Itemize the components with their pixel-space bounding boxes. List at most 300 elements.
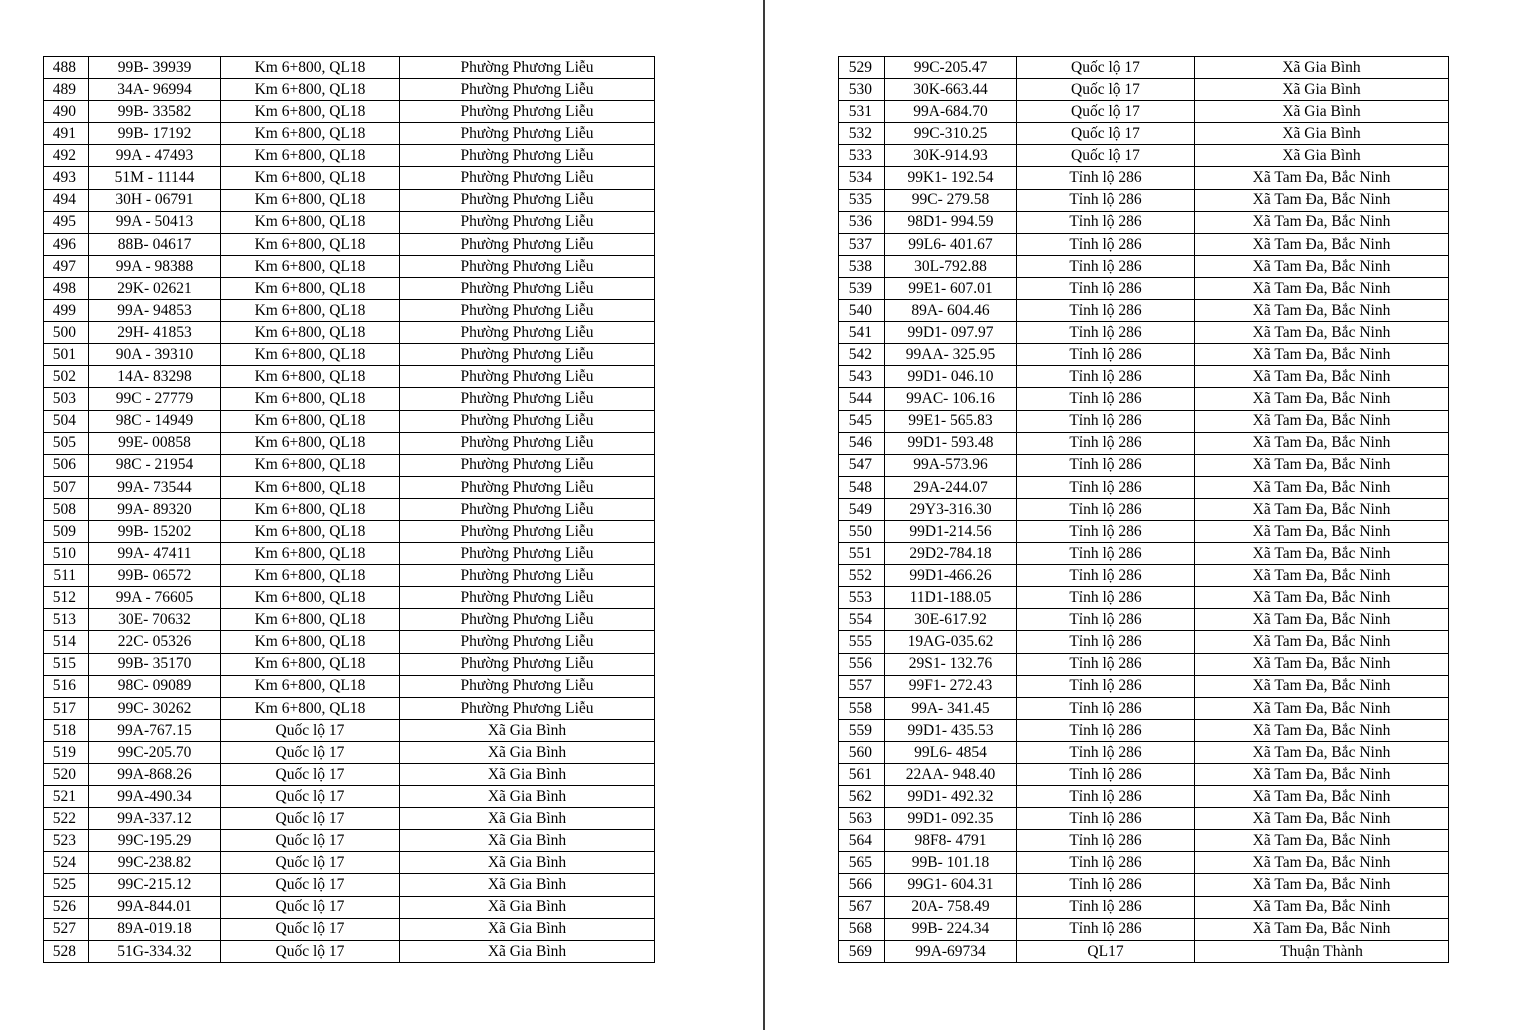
location-cell: Km 6+800, QL18: [221, 454, 400, 476]
location-cell: Tỉnh lộ 286: [1017, 786, 1195, 808]
location-cell: Tỉnh lộ 286: [1017, 300, 1195, 322]
plate-number-cell: 29K- 02621: [89, 277, 221, 299]
location-cell: Km 6+800, QL18: [221, 167, 400, 189]
table-row: [44, 432, 655, 454]
location-cell: Km 6+800, QL18: [221, 145, 400, 167]
area-cell: Phường Phương Liễu: [400, 101, 655, 123]
row-number-cell: 551: [839, 543, 885, 565]
table-row: [839, 520, 1449, 542]
table-row: [44, 476, 655, 498]
table-row: [839, 543, 1449, 565]
location-cell: Km 6+800, QL18: [221, 189, 400, 211]
plate-number-cell: 99D1-466.26: [885, 565, 1017, 587]
table-row: [839, 410, 1449, 432]
table-row: [839, 189, 1449, 211]
plate-number-cell: 29A-244.07: [885, 476, 1017, 498]
plate-number-cell: 99B- 33582: [89, 101, 221, 123]
row-number-cell: 542: [839, 344, 885, 366]
location-cell: Km 6+800, QL18: [221, 697, 400, 719]
area-cell: Xã Tam Đa, Bắc Ninh: [1195, 520, 1449, 542]
plate-number-cell: 99C-205.70: [89, 741, 221, 763]
location-cell: Km 6+800, QL18: [221, 609, 400, 631]
table-row: [839, 322, 1449, 344]
location-cell: Km 6+800, QL18: [221, 587, 400, 609]
row-number-cell: 541: [839, 322, 885, 344]
location-cell: Tỉnh lộ 286: [1017, 852, 1195, 874]
row-number-cell: 544: [839, 388, 885, 410]
table-row: [44, 741, 655, 763]
table-row: [44, 233, 655, 255]
table-row: [839, 808, 1449, 830]
row-number-cell: 556: [839, 653, 885, 675]
plate-number-cell: 99AC- 106.16: [885, 388, 1017, 410]
row-number-cell: 529: [839, 57, 885, 79]
row-number-cell: 554: [839, 609, 885, 631]
plate-number-cell: 99C- 279.58: [885, 189, 1017, 211]
location-cell: Tỉnh lộ 286: [1017, 631, 1195, 653]
row-number-cell: 527: [44, 918, 89, 940]
plate-number-cell: 99A- 94853: [89, 300, 221, 322]
row-number-cell: 509: [44, 520, 89, 542]
location-cell: Quốc lộ 17: [221, 719, 400, 741]
row-number-cell: 549: [839, 498, 885, 520]
plate-number-cell: 30K-914.93: [885, 145, 1017, 167]
table-row: [839, 786, 1449, 808]
plate-number-cell: 99A- 73544: [89, 476, 221, 498]
table-row: [44, 852, 655, 874]
plate-number-cell: 99D1- 092.35: [885, 808, 1017, 830]
row-number-cell: 539: [839, 277, 885, 299]
row-number-cell: 523: [44, 830, 89, 852]
table-row: [44, 255, 655, 277]
plate-number-cell: 99D1- 046.10: [885, 366, 1017, 388]
plate-number-cell: 30E-617.92: [885, 609, 1017, 631]
row-number-cell: 530: [839, 79, 885, 101]
area-cell: Phường Phương Liễu: [400, 189, 655, 211]
row-number-cell: 500: [44, 322, 89, 344]
plate-number-cell: 99A-868.26: [89, 764, 221, 786]
plate-number-cell: 20A- 758.49: [885, 896, 1017, 918]
area-cell: Phường Phương Liễu: [400, 565, 655, 587]
location-cell: Tỉnh lộ 286: [1017, 388, 1195, 410]
area-cell: Xã Tam Đa, Bắc Ninh: [1195, 830, 1449, 852]
row-number-cell: 540: [839, 300, 885, 322]
area-cell: Xã Tam Đa, Bắc Ninh: [1195, 874, 1449, 896]
location-cell: Tỉnh lộ 286: [1017, 808, 1195, 830]
location-cell: Tỉnh lộ 286: [1017, 344, 1195, 366]
location-cell: Tỉnh lộ 286: [1017, 454, 1195, 476]
table-row: [839, 675, 1449, 697]
plate-number-cell: 99A-490.34: [89, 786, 221, 808]
plate-number-cell: 99A-844.01: [89, 896, 221, 918]
plate-number-cell: 99AA- 325.95: [885, 344, 1017, 366]
location-cell: Quốc lộ 17: [221, 852, 400, 874]
table-row: [839, 57, 1449, 79]
location-cell: Km 6+800, QL18: [221, 653, 400, 675]
area-cell: Xã Gia Bình: [400, 874, 655, 896]
plate-number-cell: 29S1- 132.76: [885, 653, 1017, 675]
table-row: [839, 653, 1449, 675]
row-number-cell: 494: [44, 189, 89, 211]
row-number-cell: 558: [839, 697, 885, 719]
row-number-cell: 546: [839, 432, 885, 454]
row-number-cell: 560: [839, 741, 885, 763]
location-cell: Km 6+800, QL18: [221, 79, 400, 101]
location-cell: Quốc lộ 17: [1017, 101, 1195, 123]
location-cell: Tỉnh lộ 286: [1017, 609, 1195, 631]
row-number-cell: 498: [44, 277, 89, 299]
area-cell: Phường Phương Liễu: [400, 79, 655, 101]
area-cell: Xã Tam Đa, Bắc Ninh: [1195, 476, 1449, 498]
row-number-cell: 555: [839, 631, 885, 653]
row-number-cell: 521: [44, 786, 89, 808]
row-number-cell: 559: [839, 719, 885, 741]
row-number-cell: 491: [44, 123, 89, 145]
plate-number-cell: 22C- 05326: [89, 631, 221, 653]
table-row: [44, 520, 655, 542]
area-cell: Xã Gia Bình: [1195, 123, 1449, 145]
location-cell: Tỉnh lộ 286: [1017, 255, 1195, 277]
location-cell: Quốc lộ 17: [221, 808, 400, 830]
right-record-table: [838, 56, 1449, 963]
area-cell: Xã Tam Đa, Bắc Ninh: [1195, 653, 1449, 675]
table-row: [44, 786, 655, 808]
plate-number-cell: 99A-767.15: [89, 719, 221, 741]
area-cell: Xã Tam Đa, Bắc Ninh: [1195, 764, 1449, 786]
plate-number-cell: 99A- 47411: [89, 543, 221, 565]
area-cell: Xã Tam Đa, Bắc Ninh: [1195, 255, 1449, 277]
location-cell: Tỉnh lộ 286: [1017, 543, 1195, 565]
row-number-cell: 563: [839, 808, 885, 830]
table-row: [839, 255, 1449, 277]
area-cell: Phường Phương Liễu: [400, 432, 655, 454]
plate-number-cell: 14A- 83298: [89, 366, 221, 388]
plate-number-cell: 30H - 06791: [89, 189, 221, 211]
table-row: [44, 123, 655, 145]
location-cell: QL17: [1017, 940, 1195, 962]
plate-number-cell: 99D1- 097.97: [885, 322, 1017, 344]
row-number-cell: 525: [44, 874, 89, 896]
plate-number-cell: 30E- 70632: [89, 609, 221, 631]
location-cell: Tỉnh lộ 286: [1017, 918, 1195, 940]
table-row: [44, 498, 655, 520]
table-row: [44, 764, 655, 786]
row-number-cell: 522: [44, 808, 89, 830]
plate-number-cell: 88B- 04617: [89, 233, 221, 255]
area-cell: Thuận Thành: [1195, 940, 1449, 962]
row-number-cell: 526: [44, 896, 89, 918]
table-row: [839, 344, 1449, 366]
area-cell: Xã Gia Bình: [400, 808, 655, 830]
area-cell: Xã Gia Bình: [400, 786, 655, 808]
row-number-cell: 534: [839, 167, 885, 189]
area-cell: Phường Phương Liễu: [400, 300, 655, 322]
location-cell: Quốc lộ 17: [1017, 145, 1195, 167]
table-row: [839, 145, 1449, 167]
plate-number-cell: 99K1- 192.54: [885, 167, 1017, 189]
table-row: [839, 830, 1449, 852]
row-number-cell: 531: [839, 101, 885, 123]
area-cell: Xã Gia Bình: [1195, 79, 1449, 101]
area-cell: Xã Gia Bình: [400, 918, 655, 940]
location-cell: Quốc lộ 17: [221, 830, 400, 852]
location-cell: Tỉnh lộ 286: [1017, 587, 1195, 609]
location-cell: Tỉnh lộ 286: [1017, 697, 1195, 719]
table-row: [839, 454, 1449, 476]
table-row: [44, 410, 655, 432]
area-cell: Phường Phương Liễu: [400, 697, 655, 719]
plate-number-cell: 99D1- 593.48: [885, 432, 1017, 454]
area-cell: Phường Phương Liễu: [400, 675, 655, 697]
table-row: [839, 300, 1449, 322]
row-number-cell: 550: [839, 520, 885, 542]
area-cell: Phường Phương Liễu: [400, 609, 655, 631]
row-number-cell: 499: [44, 300, 89, 322]
row-number-cell: 501: [44, 344, 89, 366]
plate-number-cell: 99C - 27779: [89, 388, 221, 410]
table-row: [44, 653, 655, 675]
area-cell: Phường Phương Liễu: [400, 145, 655, 167]
area-cell: Xã Tam Đa, Bắc Ninh: [1195, 896, 1449, 918]
area-cell: Xã Gia Bình: [400, 830, 655, 852]
row-number-cell: 506: [44, 454, 89, 476]
row-number-cell: 565: [839, 852, 885, 874]
plate-number-cell: 99C-205.47: [885, 57, 1017, 79]
plate-number-cell: 89A-019.18: [89, 918, 221, 940]
row-number-cell: 514: [44, 631, 89, 653]
area-cell: Xã Tam Đa, Bắc Ninh: [1195, 189, 1449, 211]
plate-number-cell: 99G1- 604.31: [885, 874, 1017, 896]
row-number-cell: 511: [44, 565, 89, 587]
location-cell: Tỉnh lộ 286: [1017, 366, 1195, 388]
table-row: [839, 101, 1449, 123]
row-number-cell: 557: [839, 675, 885, 697]
area-cell: Xã Tam Đa, Bắc Ninh: [1195, 366, 1449, 388]
plate-number-cell: 89A- 604.46: [885, 300, 1017, 322]
plate-number-cell: 99B- 17192: [89, 123, 221, 145]
row-number-cell: 569: [839, 940, 885, 962]
table-row: [44, 830, 655, 852]
plate-number-cell: 99B- 224.34: [885, 918, 1017, 940]
location-cell: Km 6+800, QL18: [221, 322, 400, 344]
row-number-cell: 535: [839, 189, 885, 211]
plate-number-cell: 99D1- 435.53: [885, 719, 1017, 741]
location-cell: Tỉnh lộ 286: [1017, 410, 1195, 432]
location-cell: Tỉnh lộ 286: [1017, 277, 1195, 299]
location-cell: Km 6+800, QL18: [221, 123, 400, 145]
row-number-cell: 568: [839, 918, 885, 940]
plate-number-cell: 22AA- 948.40: [885, 764, 1017, 786]
plate-number-cell: 99A- 89320: [89, 498, 221, 520]
plate-number-cell: 11D1-188.05: [885, 587, 1017, 609]
area-cell: Xã Tam Đa, Bắc Ninh: [1195, 741, 1449, 763]
row-number-cell: 537: [839, 233, 885, 255]
row-number-cell: 538: [839, 255, 885, 277]
area-cell: Xã Tam Đa, Bắc Ninh: [1195, 410, 1449, 432]
location-cell: Tỉnh lộ 286: [1017, 211, 1195, 233]
location-cell: Quốc lộ 17: [221, 896, 400, 918]
location-cell: Km 6+800, QL18: [221, 388, 400, 410]
location-cell: Quốc lộ 17: [1017, 123, 1195, 145]
table-row: [839, 498, 1449, 520]
plate-number-cell: 99C-215.12: [89, 874, 221, 896]
plate-number-cell: 98C - 21954: [89, 454, 221, 476]
row-number-cell: 518: [44, 719, 89, 741]
area-cell: Phường Phương Liễu: [400, 344, 655, 366]
row-number-cell: 561: [839, 764, 885, 786]
plate-number-cell: 29Y3-316.30: [885, 498, 1017, 520]
area-cell: Xã Tam Đa, Bắc Ninh: [1195, 322, 1449, 344]
table-row: [44, 322, 655, 344]
area-cell: Phường Phương Liễu: [400, 322, 655, 344]
table-row: [839, 388, 1449, 410]
table-row: [839, 366, 1449, 388]
area-cell: Phường Phương Liễu: [400, 543, 655, 565]
table-row: [44, 918, 655, 940]
table-row: [44, 189, 655, 211]
table-row: [44, 543, 655, 565]
row-number-cell: 495: [44, 211, 89, 233]
area-cell: Xã Tam Đa, Bắc Ninh: [1195, 498, 1449, 520]
plate-number-cell: 99B- 101.18: [885, 852, 1017, 874]
plate-number-cell: 30K-663.44: [885, 79, 1017, 101]
area-cell: Phường Phương Liễu: [400, 233, 655, 255]
plate-number-cell: 29D2-784.18: [885, 543, 1017, 565]
location-cell: Tỉnh lộ 286: [1017, 322, 1195, 344]
plate-number-cell: 99B- 39939: [89, 57, 221, 79]
row-number-cell: 528: [44, 940, 89, 962]
location-cell: Quốc lộ 17: [221, 874, 400, 896]
plate-number-cell: 99C- 30262: [89, 697, 221, 719]
row-number-cell: 566: [839, 874, 885, 896]
area-cell: Phường Phương Liễu: [400, 255, 655, 277]
table-row: [44, 808, 655, 830]
location-cell: Km 6+800, QL18: [221, 300, 400, 322]
row-number-cell: 516: [44, 675, 89, 697]
row-number-cell: 503: [44, 388, 89, 410]
table-row: [44, 565, 655, 587]
area-cell: Xã Gia Bình: [400, 896, 655, 918]
row-number-cell: 564: [839, 830, 885, 852]
area-cell: Xã Tam Đa, Bắc Ninh: [1195, 454, 1449, 476]
plate-number-cell: 99B- 15202: [89, 520, 221, 542]
plate-number-cell: 99C-195.29: [89, 830, 221, 852]
plate-number-cell: 30L-792.88: [885, 255, 1017, 277]
table-row: [839, 277, 1449, 299]
location-cell: Quốc lộ 17: [221, 940, 400, 962]
area-cell: Xã Tam Đa, Bắc Ninh: [1195, 587, 1449, 609]
row-number-cell: 488: [44, 57, 89, 79]
plate-number-cell: 98D1- 994.59: [885, 211, 1017, 233]
location-cell: Tỉnh lộ 286: [1017, 874, 1195, 896]
area-cell: Xã Tam Đa, Bắc Ninh: [1195, 300, 1449, 322]
table-row: [839, 609, 1449, 631]
area-cell: Xã Tam Đa, Bắc Ninh: [1195, 852, 1449, 874]
plate-number-cell: 99D1-214.56: [885, 520, 1017, 542]
area-cell: Phường Phương Liễu: [400, 123, 655, 145]
location-cell: Km 6+800, QL18: [221, 410, 400, 432]
table-row: [44, 874, 655, 896]
row-number-cell: 519: [44, 741, 89, 763]
row-number-cell: 513: [44, 609, 89, 631]
table-row: [839, 587, 1449, 609]
plate-number-cell: 99C-310.25: [885, 123, 1017, 145]
area-cell: Phường Phương Liễu: [400, 410, 655, 432]
area-cell: Xã Gia Bình: [1195, 57, 1449, 79]
row-number-cell: 515: [44, 653, 89, 675]
plate-number-cell: 99E1- 607.01: [885, 277, 1017, 299]
location-cell: Tỉnh lộ 286: [1017, 653, 1195, 675]
area-cell: Phường Phương Liễu: [400, 277, 655, 299]
plate-number-cell: 99L6- 401.67: [885, 233, 1017, 255]
plate-number-cell: 99B- 35170: [89, 653, 221, 675]
area-cell: Phường Phương Liễu: [400, 476, 655, 498]
location-cell: Tỉnh lộ 286: [1017, 896, 1195, 918]
row-number-cell: 512: [44, 587, 89, 609]
row-number-cell: 532: [839, 123, 885, 145]
location-cell: Km 6+800, QL18: [221, 277, 400, 299]
area-cell: Xã Gia Bình: [1195, 101, 1449, 123]
plate-number-cell: 99A - 47493: [89, 145, 221, 167]
area-cell: Xã Gia Bình: [400, 764, 655, 786]
row-number-cell: 553: [839, 587, 885, 609]
table-row: [44, 719, 655, 741]
plate-number-cell: 19AG-035.62: [885, 631, 1017, 653]
table-row: [839, 476, 1449, 498]
row-number-cell: 496: [44, 233, 89, 255]
table-row: [44, 145, 655, 167]
area-cell: Phường Phương Liễu: [400, 57, 655, 79]
plate-number-cell: 99B- 06572: [89, 565, 221, 587]
location-cell: Quốc lộ 17: [221, 918, 400, 940]
area-cell: Xã Tam Đa, Bắc Ninh: [1195, 388, 1449, 410]
table-row: [44, 388, 655, 410]
plate-number-cell: 99E- 00858: [89, 432, 221, 454]
row-number-cell: 524: [44, 852, 89, 874]
location-cell: Tỉnh lộ 286: [1017, 764, 1195, 786]
row-number-cell: 508: [44, 498, 89, 520]
area-cell: Xã Tam Đa, Bắc Ninh: [1195, 277, 1449, 299]
location-cell: Tỉnh lộ 286: [1017, 189, 1195, 211]
row-number-cell: 505: [44, 432, 89, 454]
row-number-cell: 545: [839, 410, 885, 432]
row-number-cell: 507: [44, 476, 89, 498]
area-cell: Xã Tam Đa, Bắc Ninh: [1195, 543, 1449, 565]
table-row: [44, 675, 655, 697]
location-cell: Tỉnh lộ 286: [1017, 476, 1195, 498]
location-cell: Km 6+800, QL18: [221, 255, 400, 277]
table-row: [839, 631, 1449, 653]
row-number-cell: 543: [839, 366, 885, 388]
table-row: [44, 344, 655, 366]
table-row: [44, 167, 655, 189]
location-cell: Km 6+800, QL18: [221, 520, 400, 542]
area-cell: Xã Gia Bình: [400, 852, 655, 874]
area-cell: Xã Tam Đa, Bắc Ninh: [1195, 808, 1449, 830]
area-cell: Xã Tam Đa, Bắc Ninh: [1195, 918, 1449, 940]
table-row: [44, 79, 655, 101]
location-cell: Quốc lộ 17: [1017, 57, 1195, 79]
location-cell: Tỉnh lộ 286: [1017, 719, 1195, 741]
location-cell: Km 6+800, QL18: [221, 211, 400, 233]
area-cell: Xã Tam Đa, Bắc Ninh: [1195, 211, 1449, 233]
area-cell: Xã Tam Đa, Bắc Ninh: [1195, 344, 1449, 366]
area-cell: Phường Phương Liễu: [400, 211, 655, 233]
table-row: [839, 741, 1449, 763]
area-cell: Phường Phương Liễu: [400, 653, 655, 675]
plate-number-cell: 99A-337.12: [89, 808, 221, 830]
area-cell: Phường Phương Liễu: [400, 631, 655, 653]
